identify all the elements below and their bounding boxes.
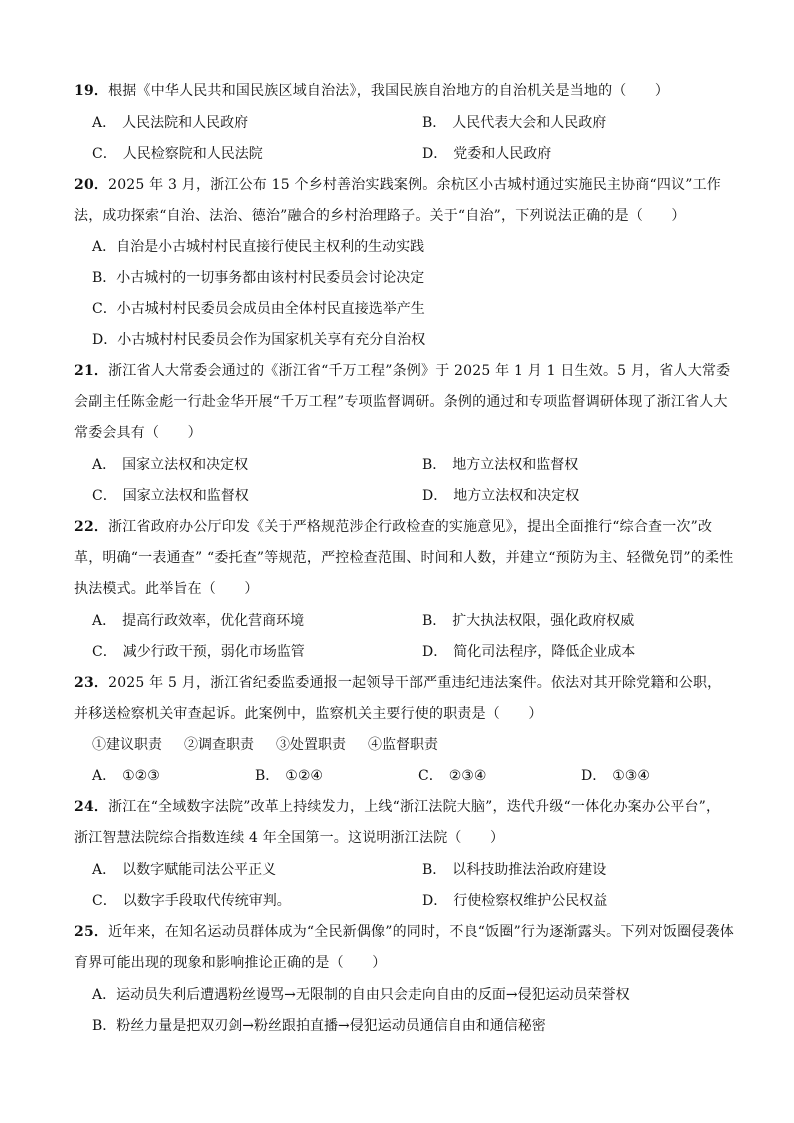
question-number: 22． [74,519,109,535]
question-number: 19． [74,83,109,99]
option-b[interactable]: B． 地方立法权和监督权 [422,457,579,473]
option-a[interactable]: A．自治是小古城村村民直接行使民主权利的生动实践 [92,239,425,255]
question-stem: 浙江省人大常委会通过的《浙江省“千万工程”条例》于 2025 年 1 月 1 日生效。5 月，省人大常委会副主任陈金彪一行赴金华开展“千万工程”专项监督调研。条例的通过和专项监督调研体现了浙江省人大常委会具有（ ） [74,363,731,441]
question-number: 24． [74,799,109,815]
option-a[interactable]: A． 人民法院和人民政府 [92,115,249,131]
option-a[interactable]: A． ①②③ [92,768,160,784]
question-stem: 2025 年 5 月，浙江省纪委监委通报一起领导干部严重违纪违法案件。依法对其开除党籍和公职，并移送检察机关审查起诉。此案例中，监察机关主要行使的职责是（ ） [74,675,722,722]
question-21 [74,356,734,449]
option-b[interactable]: B． 扩大执法权限，强化政府权威 [422,613,635,629]
option-c[interactable]: C． ②③④ [418,768,487,784]
option-d[interactable]: D． 行使检察权维护公民权益 [422,893,608,909]
option-a[interactable]: A． 国家立法权和决定权 [92,457,249,473]
question-stem: 根据《中华人民共和国民族区域自治法》，我国民族自治地方的自治机关是当地的（ ） [108,83,670,99]
item-3: ③处置职责 [276,737,346,753]
options-row [92,450,732,481]
option-d[interactable]: D． ①③④ [581,768,650,784]
option-c[interactable]: C． 人民检察院和人民法院 [92,146,263,162]
options-row [92,886,732,917]
options-row [92,761,732,792]
question-number: 21． [74,363,109,379]
options-row [92,855,732,886]
question-stem: 近年来，在知名运动员群体成为“全民新偶像”的同时，不良“饭圈”行为逐渐露头。下列对饭圈侵袭体育界可能出现的现象和影响推论正确的是（ ） [74,924,734,971]
item-4: ④监督职责 [368,737,438,753]
option-b[interactable]: B．小古城村的一切事务都由该村村民委员会讨论决定 [92,270,425,286]
question-number: 25． [74,924,109,940]
option-d[interactable]: D． 地方立法权和决定权 [422,488,580,504]
option-c[interactable]: C． 减少行政干预，弱化市场监管 [92,644,305,660]
question-stem: 2025 年 3 月，浙江公布 15 个乡村善治实践案例。余杭区小古城村通过实施民主协商“四议”工作法，成功探索“自治、法治、德治”融合的乡村治理路子。关于“自治”，下列说法正确的是（ ） [74,177,722,224]
question-stem: 浙江省政府办公厅印发《关于严格规范涉企行政检查的实施意见》，提出全面推行“综合查一次”改革，明确“一表通查” “委托查”等规范，严控检查范围、时间和人数，并建立“预防为主、轻微免罚”的柔性执法模式。此举旨在（ ） [74,519,734,597]
options-row [92,108,732,139]
question-stem: 浙江在“全域数字法院”改革上持续发力，上线“浙江法院大脑”，迭代升级“一体化办案办公平台”，浙江智慧法院综合指数连续 4 年全国第一。这说明浙江法院（ ） [74,799,721,846]
option-a[interactable]: A． 以数字赋能司法公平正义 [92,862,277,878]
option-d[interactable]: D． 简化司法程序，降低企业成本 [422,644,636,660]
question-24 [74,792,734,854]
option-b[interactable]: B． 人民代表大会和人民政府 [422,115,607,131]
option-a[interactable]: A． 提高行政效率，优化营商环境 [92,613,305,629]
option-c[interactable]: C． 以数字手段取代传统审判。 [92,893,291,909]
question-23 [74,668,734,730]
options-row [92,481,732,512]
numbered-items [92,730,732,761]
question-number: 20． [74,177,109,193]
question-25 [74,917,734,979]
options-row [92,139,732,170]
option-b[interactable]: B．粉丝力量是把双刃剑→粉丝跟拍直播→侵犯运动员通信自由和通信秘密 [92,1018,546,1034]
item-1: ①建议职责 [92,737,162,753]
question-number: 23． [74,675,109,691]
option-b[interactable]: B． 以科技助推法治政府建设 [422,862,607,878]
option-b[interactable]: B． ①②④ [255,768,323,784]
item-2: ②调查职责 [184,737,254,753]
question-19 [74,76,734,107]
option-d[interactable]: D．小古城村村民委员会作为国家机关享有充分自治权 [92,332,426,348]
question-20 [74,170,734,232]
option-c[interactable]: C． 国家立法权和监督权 [92,488,249,504]
option-a[interactable]: A．运动员失利后遭遇粉丝谩骂→无限制的自由只会走向自由的反面→侵犯运动员荣誉权 [92,987,630,1003]
option-d[interactable]: D． 党委和人民政府 [422,146,552,162]
options-row [92,637,732,668]
options-row [92,606,732,637]
question-22 [74,512,734,605]
option-c[interactable]: C．小古城村村民委员会成员由全体村民直接选举产生 [92,301,425,317]
